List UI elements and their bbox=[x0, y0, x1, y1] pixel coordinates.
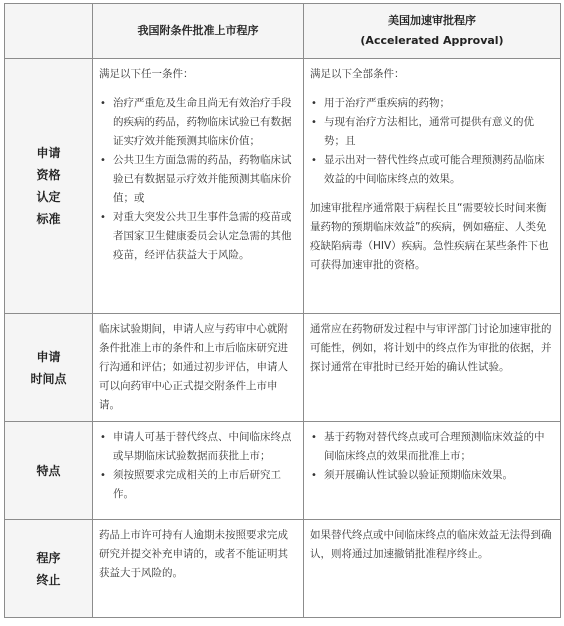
china-features-list bbox=[99, 428, 297, 504]
table-row bbox=[5, 59, 561, 314]
row-label-eligibility: 申请 资格 认定 标准 bbox=[5, 59, 93, 314]
list-item: • 治疗严重危及生命且尚无有效治疗手段的疾病的药品，药物临床试验已有数据证实疗效并能预测其临床价值； bbox=[99, 94, 297, 151]
us-termination-text: 如果替代终点或中间临床终点的临床效益无法得到确认，则将通过加速撤销批准程序终止。 bbox=[310, 529, 552, 560]
header-us-title: 美国加速审批程序 bbox=[388, 14, 476, 27]
list-item: • 用于治疗严重疾病的药物； bbox=[310, 94, 554, 113]
header-row bbox=[5, 4, 561, 59]
header-corner bbox=[5, 4, 93, 59]
row-label-features: 特点 bbox=[5, 422, 93, 520]
us-features-list bbox=[310, 428, 554, 485]
table-row bbox=[5, 520, 561, 618]
list-item: • 须开展确认性试验以验证预期临床效果。 bbox=[310, 466, 554, 485]
china-timing-text: 临床试验期间，申请人应与药审中心就附条件批准上市的条件和上市后临床研究进行沟通和评估；如通过初步评估，申请人可以向药审中心正式提交附条件上市申请。 bbox=[99, 323, 288, 411]
china-eligibility-cell bbox=[93, 59, 304, 314]
us-termination-cell bbox=[304, 520, 561, 618]
table-row bbox=[5, 422, 561, 520]
list-item: • 公共卫生方面急需的药品，药物临床试验已有数据显示疗效并能预测其临床价值；或 bbox=[99, 151, 297, 208]
china-termination-text: 药品上市许可持有人逾期未按照要求完成研究并提交补充申请的，或者不能证明其获益大于风险的。 bbox=[99, 529, 288, 579]
us-timing-cell bbox=[304, 314, 561, 422]
us-eligibility-note: 加速审批程序通常限于病程长且“需要较长时间来衡量药物的预期临床效益”的疾病，例如癌症、人类免疫缺陷病毒（HIV）疾病。急性疾病在某些条件下也可获得加速审批的资格。 bbox=[310, 202, 549, 271]
comparison-table bbox=[4, 3, 561, 618]
china-termination-cell bbox=[93, 520, 304, 618]
row-label-termination: 程序 终止 bbox=[5, 520, 93, 618]
row-label-timing: 申请 时间点 bbox=[5, 314, 93, 422]
table-row bbox=[5, 314, 561, 422]
header-us-subtitle: (Accelerated Approval) bbox=[360, 34, 504, 47]
us-timing-text: 通常应在药物研发过程中与审评部门讨论加速审批的可能性，例如，将计划中的终点作为审批的依据，并探讨通常在审批时已经开始的确认性试验。 bbox=[310, 323, 552, 373]
list-item: • 显示出对一替代性终点或可能合理预测药品临床效益的中间临床终点的效果。 bbox=[310, 151, 554, 189]
china-eligibility-intro: 满足以下任一条件： bbox=[99, 68, 194, 80]
list-item: • 与现有治疗方法相比，通常可提供有意义的优势；且 bbox=[310, 113, 554, 151]
list-item: • 对重大突发公共卫生事件急需的疫苗或者国家卫生健康委员会认定急需的其他疫苗，经评估获益大于风险。 bbox=[99, 208, 297, 265]
header-china bbox=[93, 4, 304, 59]
china-features-cell bbox=[93, 422, 304, 520]
china-timing-cell bbox=[93, 314, 304, 422]
us-features-cell bbox=[304, 422, 561, 520]
list-item: • 须按照要求完成相关的上市后研究工作。 bbox=[99, 466, 297, 504]
header-china-title: 我国附条件批准上市程序 bbox=[137, 24, 259, 37]
list-item: • 申请人可基于替代终点、中间临床终点或早期临床试验数据而获批上市； bbox=[99, 428, 297, 466]
header-us bbox=[304, 4, 561, 59]
list-item: • 基于药物对替代终点或可合理预测临床效益的中间临床终点的效果而批准上市； bbox=[310, 428, 554, 466]
us-eligibility-intro: 满足以下全部条件： bbox=[310, 68, 405, 80]
us-eligibility-list bbox=[310, 94, 554, 189]
china-eligibility-list bbox=[99, 94, 297, 265]
us-eligibility-cell bbox=[304, 59, 561, 314]
